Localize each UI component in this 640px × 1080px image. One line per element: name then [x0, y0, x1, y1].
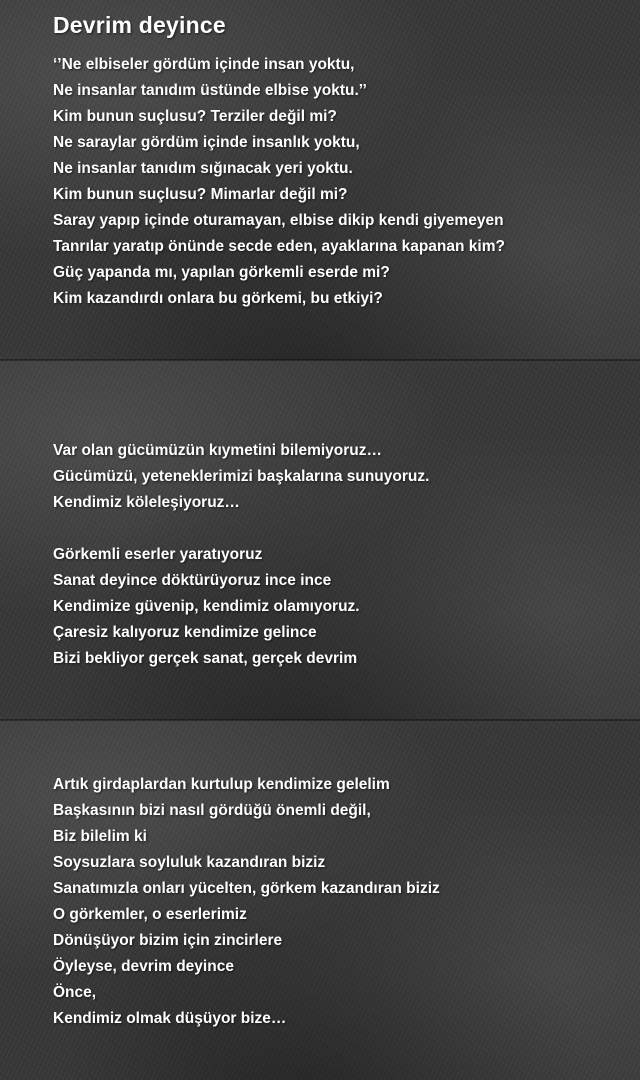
poem-line: Soysuzlara soyluluk kazandıran biziz [53, 854, 326, 871]
poem-line: Kendimiz köleleşiyoruz… [53, 494, 240, 511]
poem-line: Sanat deyince döktürüyoruz ince ince [53, 572, 332, 589]
poem-line: Güç yapanda mı, yapılan görkemli eserde mi? [53, 264, 390, 281]
poem-line: Sanatımızla onları yücelten, görkem kazandıran biziz [53, 880, 440, 897]
panel-divider [0, 359, 640, 361]
panel-divider [0, 719, 640, 721]
poem-line: Çaresiz kalıyoruz kendimize gelince [53, 624, 317, 641]
poem-line: Artık girdaplardan kurtulup kendimize gelelim [53, 776, 390, 793]
poem-line: Var olan gücümüzün kıymetini bilemiyoruz… [53, 442, 383, 459]
poem-line: Görkemli eserler yaratıyoruz [53, 546, 263, 563]
poem-title: Devrim deyince [53, 12, 226, 38]
poem-line: Ne saraylar gördüm içinde insanlık yoktu, [53, 134, 360, 151]
poem-line: Öyleyse, devrim deyince [53, 958, 234, 975]
stanza-3 [53, 772, 440, 1032]
stanza-1 [53, 52, 505, 312]
poem-line: Bizi bekliyor gerçek sanat, gerçek devrim [53, 650, 358, 667]
poem-line: Kendimize güvenip, kendimiz olamıyoruz. [53, 598, 360, 615]
poem-line: Önce, [53, 984, 97, 1001]
poem-line: Başkasının bizi nasıl gördüğü önemli değil, [53, 802, 371, 819]
poem-line: Dönüşüyor bizim için zincirlere [53, 932, 283, 949]
poem-line: Ne insanlar tanıdım sığınacak yeri yoktu. [53, 160, 353, 177]
poem-line: Ne insanlar tanıdım üstünde elbise yoktu.’’ [53, 82, 367, 99]
poem-line: Saray yapıp içinde oturamayan, elbise dikip kendi giyemeyen [53, 212, 504, 229]
poem-line: O görkemler, o eserlerimiz [53, 906, 247, 923]
poem-line: Kendimiz olmak düşüyor bize… [53, 1010, 287, 1027]
stanza-break [53, 516, 429, 542]
poem-line: Gücümüzü, yeteneklerimizi başkalarına sunuyoruz. [53, 468, 430, 485]
poem-line: Kim kazandırdı onlara bu görkemi, bu etkiyi? [53, 290, 383, 307]
stanza-2 [53, 438, 429, 672]
poem-line: Kim bunun suçlusu? Terziler değil mi? [53, 108, 337, 125]
poem-line: Kim bunun suçlusu? Mimarlar değil mi? [53, 186, 348, 203]
poem-line: Tanrılar yaratıp önünde secde eden, ayaklarına kapanan kim? [53, 238, 505, 255]
poem-line: Biz bilelim ki [53, 828, 147, 845]
poem-line: ‘’Ne elbiseler gördüm içinde insan yoktu, [53, 56, 355, 73]
